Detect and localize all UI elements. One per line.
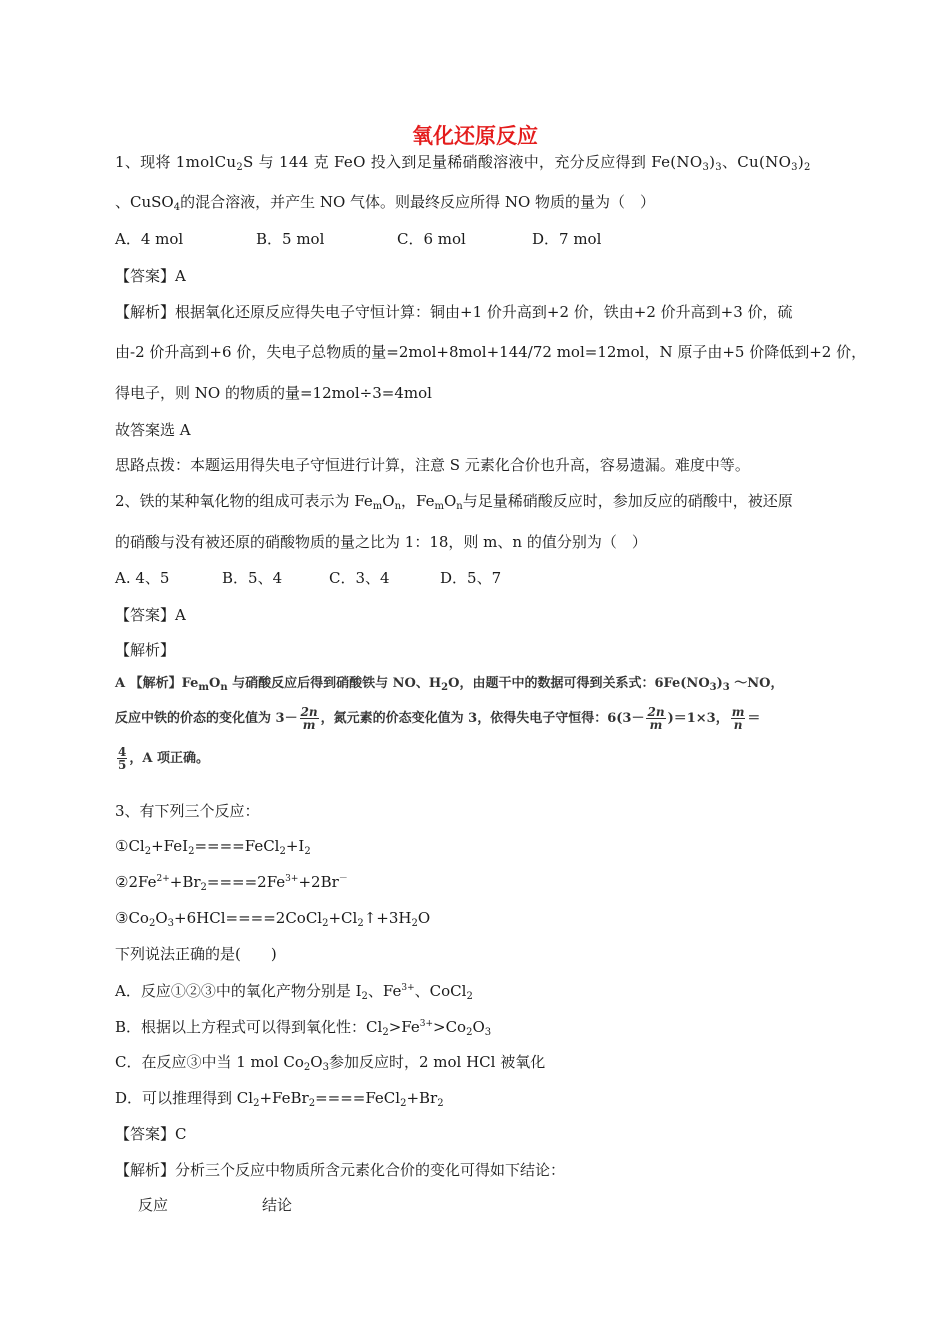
q3-answer: 【答案】C <box>115 1125 187 1143</box>
q3-reaction-3: $③Co_2O_3+6HCl====2CoCl_2+Cl_2↑+3H_2O$ <box>115 909 431 929</box>
q3-analysis: 【解析】分析三个反应中物质所含元素化合价的变化可得如下结论： <box>115 1161 566 1179</box>
q3-table-header-reaction: 反应 <box>138 1196 169 1214</box>
q3-option-c: C．在反应③中当 1 mol $Co_2O_3$参加反应时，2 mol HCl 被氧化 <box>115 1053 546 1073</box>
q1-analysis-line-1: 【解析】根据氧化还原反应得失电子守恒计算：铜由+1 价升高到+2 价，铁由+2 价升高到+3 价，硫 <box>115 303 793 321</box>
q1-option-d: D．7 mol <box>532 230 602 248</box>
q2-option-c: C．3、4 <box>329 569 390 587</box>
q1-stem-line-1: 1、现将 1molCu$_2$S 与 144 克 FeO 投入到足量稀硝酸溶液中，充分反应得到 $Fe(NO_3)_3$、$Cu(NO_3)_2$ <box>115 153 811 173</box>
q3-table-header-conclusion: 结论 <box>262 1196 293 1214</box>
q2-scanned-solution-line-1: A 【解析】$Fe_mO_n$ 与硝酸反应后得到硝酸铁与 NO、$H_2O$，由题干中的数据可得到关系式：$6Fe(NO_3)_3$ ～NO， <box>115 676 784 693</box>
q1-tip: 思路点拨：本题运用得失电子守恒进行计算，注意 S 元素化合价也升高，容易遗漏。难度中等。 <box>115 456 750 474</box>
q2-option-a: A. 4、5 <box>115 569 170 587</box>
q3-question: 下列说法正确的是( ) <box>115 945 277 963</box>
q2-analysis-label: 【解析】 <box>115 641 176 659</box>
q1-stem-line-2: 、CuSO$_4$的混合溶液，并产生 NO 气体。则最终反应所得 NO 物质的量为（ ） <box>115 193 656 213</box>
q2-scanned-solution-line-3: $\frac{4}{5}$ ，A 项正确。 <box>118 745 209 772</box>
q2-stem-line-1: 2、铁的某种氧化物的组成可表示为 $Fe_mO_n$，$Fe_mO_n$与足量稀硝酸反应时，参加反应的硝酸中，被还原 <box>115 492 793 512</box>
fraction-2n-over-m-2: $\frac{2n}{m}$ <box>647 705 665 732</box>
q2-option-d: D．5、7 <box>440 569 502 587</box>
q1-option-b: B．5 mol <box>256 230 325 248</box>
q1-option-c: C．6 mol <box>397 230 466 248</box>
q2-option-b: B．5、4 <box>222 569 283 587</box>
q1-option-a: A．4 mol <box>115 230 184 248</box>
q3-intro: 3、有下列三个反应： <box>115 802 260 820</box>
q1-analysis-line-3: 得电子，则 NO 的物质的量=12mol÷3=4mol <box>115 384 432 402</box>
q1-answer: 【答案】A <box>115 267 186 285</box>
q1-conclusion: 故答案选 A <box>115 421 191 439</box>
fraction-4-over-5: $\frac{4}{5}$ <box>118 745 127 772</box>
q3-reaction-1: $①Cl_2+FeI_2====FeCl_2+I_2$ <box>115 837 311 857</box>
q2-scanned-solution-line-2: 反应中铁的价态的变化值为 3－ $\frac{2n}{m}$ ，氮元素的价态变化值为 3，依得失电子守恒得：6(3－ $\frac{2n}{m}$ )＝1×3， $\frac{m}{n}$ ＝ <box>115 705 761 732</box>
q3-reaction-2: $②2Fe^{2+}+Br_2====2Fe^{3+}+2Br^-$ <box>115 873 348 893</box>
q1-analysis-line-2: 由-2 价升高到+6 价，失电子总物质的量=2mol+8mol+144/72 mol=12mol，N 原子由+5 价降低到+2 价， <box>115 343 867 361</box>
q2-stem-line-2: 的硝酸与没有被还原的硝酸物质的量之比为 1：18，则 m、n 的值分别为（ ） <box>115 533 647 551</box>
q2-answer: 【答案】A <box>115 606 186 624</box>
fraction-m-over-n: $\frac{m}{n}$ <box>731 705 745 732</box>
q3-option-b: B．根据以上方程式可以得到氧化性：$Cl_2>Fe^{3+}>Co_2O_3$ <box>115 1018 492 1038</box>
q3-option-a: A．反应①②③中的氧化产物分别是 $I_2$、$Fe^{3+}$、CoCl$_2$ <box>115 982 473 1002</box>
q3-option-d: D．可以推理得到 $Cl_2+FeBr_2====FeCl_2+Br_2$ <box>115 1089 444 1109</box>
fraction-2n-over-m: $\frac{2n}{m}$ <box>300 705 318 732</box>
page-title: 氧化还原反应 <box>412 124 538 148</box>
